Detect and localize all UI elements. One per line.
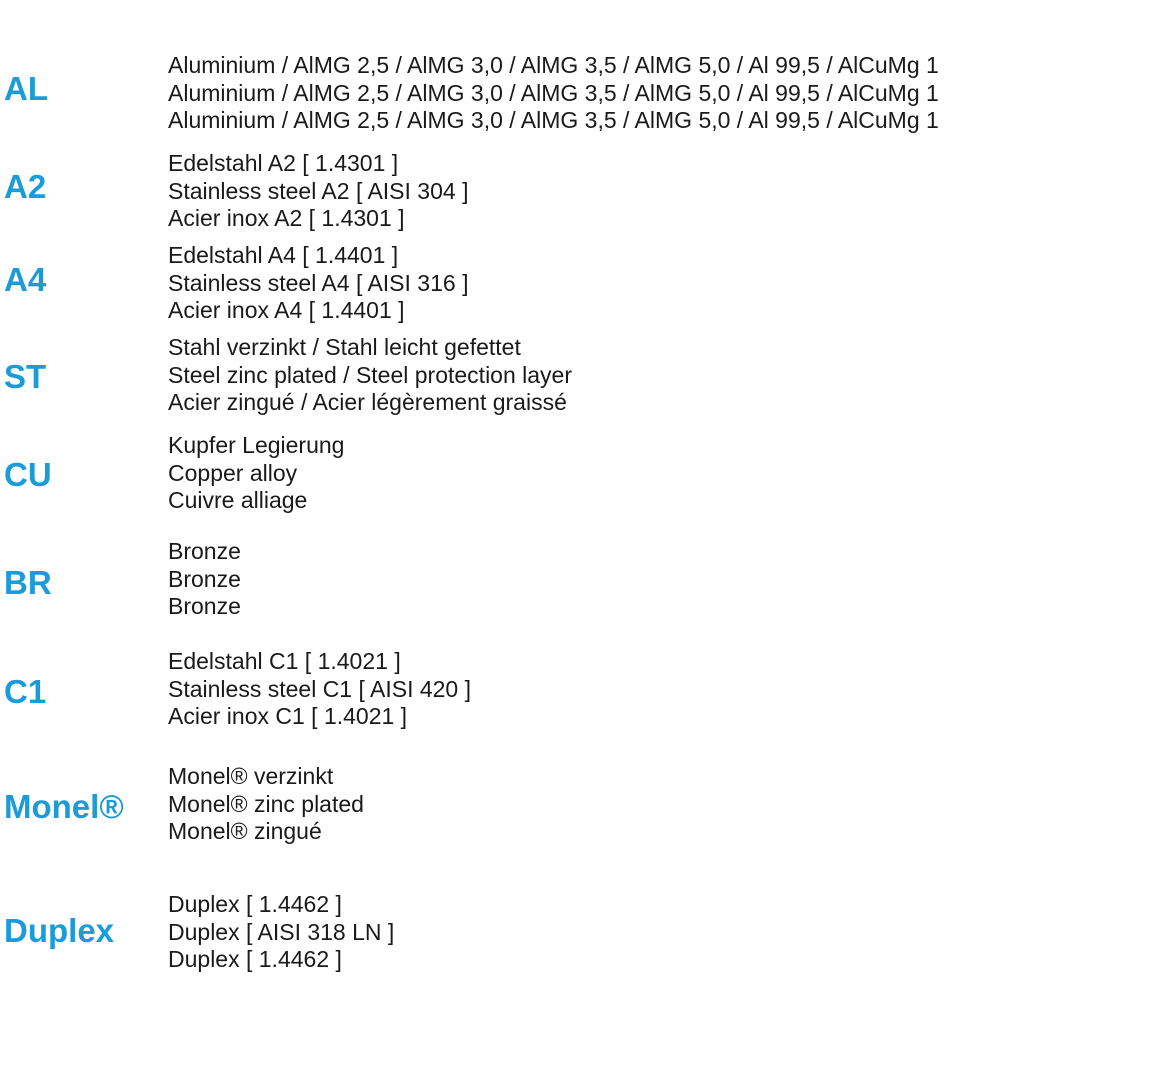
- material-description-line: Monel® zinc plated: [168, 790, 364, 817]
- material-description-line: Aluminium / AlMG 2,5 / AlMG 3,0 / AlMG 3,5 / AlMG 5,0 / Al 99,5 / AlCuMg 1: [168, 79, 939, 106]
- material-description-line: Duplex [ 1.4462 ]: [168, 946, 342, 972]
- material-description-line: Copper alloy: [168, 459, 298, 486]
- material-description-line: Duplex [ 1.4462 ]: [168, 891, 342, 917]
- material-code: Duplex: [4, 912, 115, 949]
- material-descriptions: [168, 432, 344, 515]
- material-descriptions: [168, 52, 939, 135]
- material-descriptions: [168, 150, 468, 233]
- material-code: BR: [4, 564, 52, 601]
- material-description-line: Stainless steel A4 [ AISI 316 ]: [168, 269, 469, 296]
- material-description-line: Edelstahl A4 [ 1.4401 ]: [168, 242, 399, 268]
- material-code: C1: [4, 673, 47, 710]
- material-description-line: Stainless steel C1 [ AISI 420 ]: [168, 675, 471, 702]
- material-description-line: Cuivre alliage: [168, 487, 308, 513]
- material-description-line: Duplex [ AISI 318 LN ]: [168, 918, 395, 945]
- material-description-line: Acier inox A2 [ 1.4301 ]: [168, 205, 405, 231]
- material-code: A2: [4, 168, 47, 205]
- material-description-line: Stainless steel A2 [ AISI 304 ]: [168, 177, 469, 204]
- material-description-line: Edelstahl A2 [ 1.4301 ]: [168, 150, 399, 176]
- material-description-line: Stahl verzinkt / Stahl leicht gefettet: [168, 334, 521, 360]
- material-description-line: Acier zingué / Acier légèrement graissé: [168, 389, 567, 415]
- material-description-line: Bronze: [168, 593, 241, 619]
- material-description-line: Monel® verzinkt: [168, 763, 334, 789]
- material-descriptions: [168, 648, 471, 731]
- material-description-line: Bronze: [168, 538, 241, 564]
- material-code: ST: [4, 358, 47, 395]
- material-description-line: Steel zinc plated / Steel protection layer: [168, 361, 573, 388]
- material-description-line: Acier inox A4 [ 1.4401 ]: [168, 297, 405, 323]
- material-descriptions: [168, 891, 394, 974]
- material-description-line: Kupfer Legierung: [168, 432, 345, 458]
- material-code: A4: [4, 261, 47, 298]
- material-code: CU: [4, 456, 52, 493]
- material-description-line: Bronze: [168, 565, 241, 592]
- material-descriptions: [168, 763, 364, 846]
- material-description-line: Aluminium / AlMG 2,5 / AlMG 3,0 / AlMG 3,5 / AlMG 5,0 / Al 99,5 / AlCuMg 1: [168, 107, 939, 133]
- material-descriptions: [168, 538, 241, 621]
- material-code: Monel®: [4, 788, 124, 825]
- material-descriptions: [168, 242, 468, 325]
- material-description-line: Acier inox C1 [ 1.4021 ]: [168, 703, 408, 729]
- material-descriptions: [168, 334, 572, 417]
- material-description-line: Aluminium / AlMG 2,5 / AlMG 3,0 / AlMG 3,5 / AlMG 5,0 / Al 99,5 / AlCuMg 1: [168, 52, 939, 78]
- material-description-line: Monel® zingué: [168, 818, 322, 844]
- material-code: AL: [4, 70, 48, 107]
- material-description-line: Edelstahl C1 [ 1.4021 ]: [168, 648, 401, 674]
